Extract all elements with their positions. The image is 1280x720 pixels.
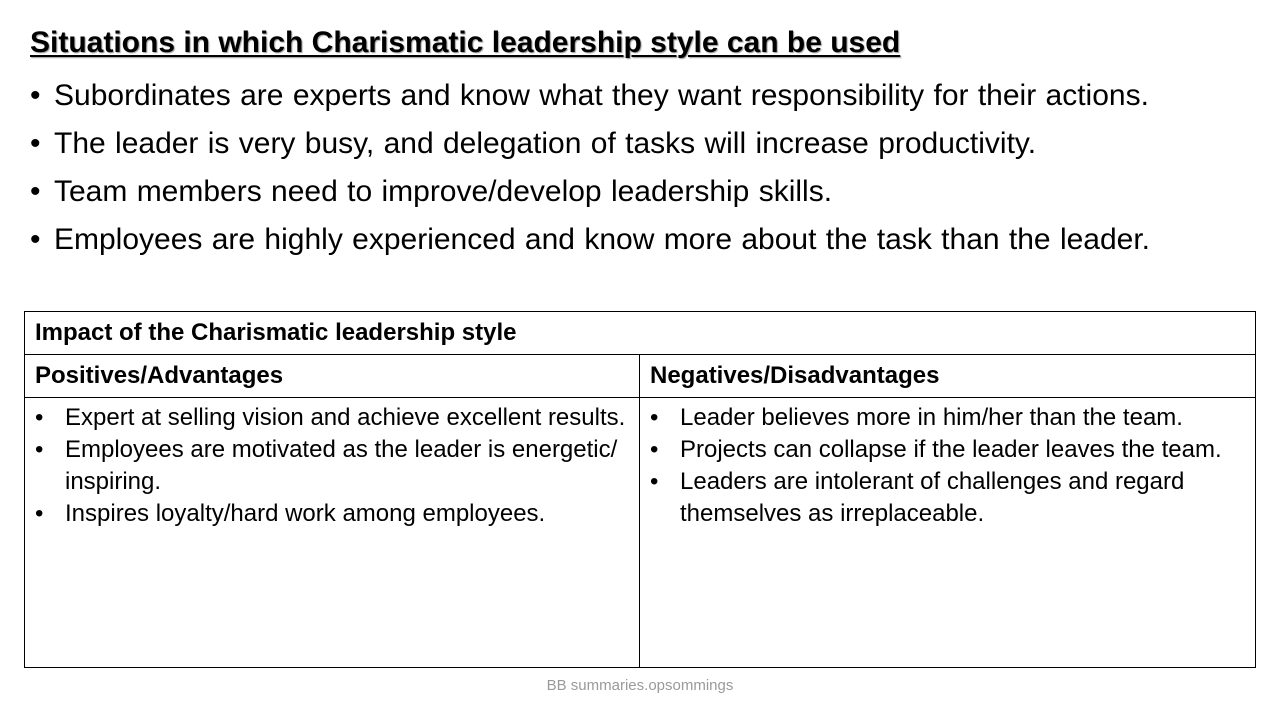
situation-text: Team members need to improve/develop leadership skills. <box>54 175 833 208</box>
positives-header: Positives/Advantages <box>25 355 640 398</box>
negative-text: Projects can collapse if the leader leaves the team. <box>680 436 1222 463</box>
table-heading: Impact of the Charismatic leadership style <box>25 312 1256 355</box>
positives-cell <box>25 398 640 668</box>
positive-text: Inspires loyalty/hard work among employees. <box>65 500 546 527</box>
table-column-header-row <box>25 355 1256 398</box>
positives-list <box>35 402 629 530</box>
positive-item <box>35 434 629 498</box>
bullet-icon: • <box>35 500 44 527</box>
negatives-cell <box>640 398 1256 668</box>
positive-item <box>35 402 629 434</box>
situation-item <box>30 72 1150 120</box>
negatives-list <box>650 402 1245 530</box>
positive-text: Employees are motivated as the leader is energetic/ inspiring. <box>65 436 618 495</box>
table-body-row <box>25 398 1256 668</box>
situation-item <box>30 168 1150 216</box>
positive-text: Expert at selling vision and achieve excellent results. <box>65 404 626 431</box>
bullet-icon: • <box>30 127 41 160</box>
situation-text: The leader is very busy, and delegation of tasks will increase productivity. <box>54 127 1037 160</box>
table-heading-row <box>25 312 1256 355</box>
slide-title: Situations in which Charismatic leadership style can be used <box>30 26 901 59</box>
negative-item <box>650 434 1245 466</box>
bullet-icon: • <box>30 175 41 208</box>
negative-text: Leaders are intolerant of challenges and regard themselves as irreplaceable. <box>680 468 1185 527</box>
negative-item <box>650 466 1245 530</box>
bullet-icon: • <box>650 404 659 431</box>
situation-item <box>30 120 1150 168</box>
situation-text: Employees are highly experienced and know more about the task than the leader. <box>54 223 1151 256</box>
situation-item <box>30 216 1150 264</box>
impact-table <box>24 311 1256 668</box>
negative-text: Leader believes more in him/her than the team. <box>680 404 1183 431</box>
bullet-icon: • <box>650 436 659 463</box>
situations-list <box>30 72 1150 264</box>
bullet-icon: • <box>650 468 659 495</box>
bullet-icon: • <box>30 223 41 256</box>
positive-item <box>35 498 629 530</box>
footer-text: BB summaries.opsommings <box>546 677 734 694</box>
bullet-icon: • <box>35 436 44 463</box>
negative-item <box>650 402 1245 434</box>
situation-text: Subordinates are experts and know what they want responsibility for their actions. <box>54 79 1149 112</box>
negatives-header: Negatives/Disadvantages <box>640 355 1256 398</box>
bullet-icon: • <box>35 404 44 431</box>
bullet-icon: • <box>30 79 41 112</box>
